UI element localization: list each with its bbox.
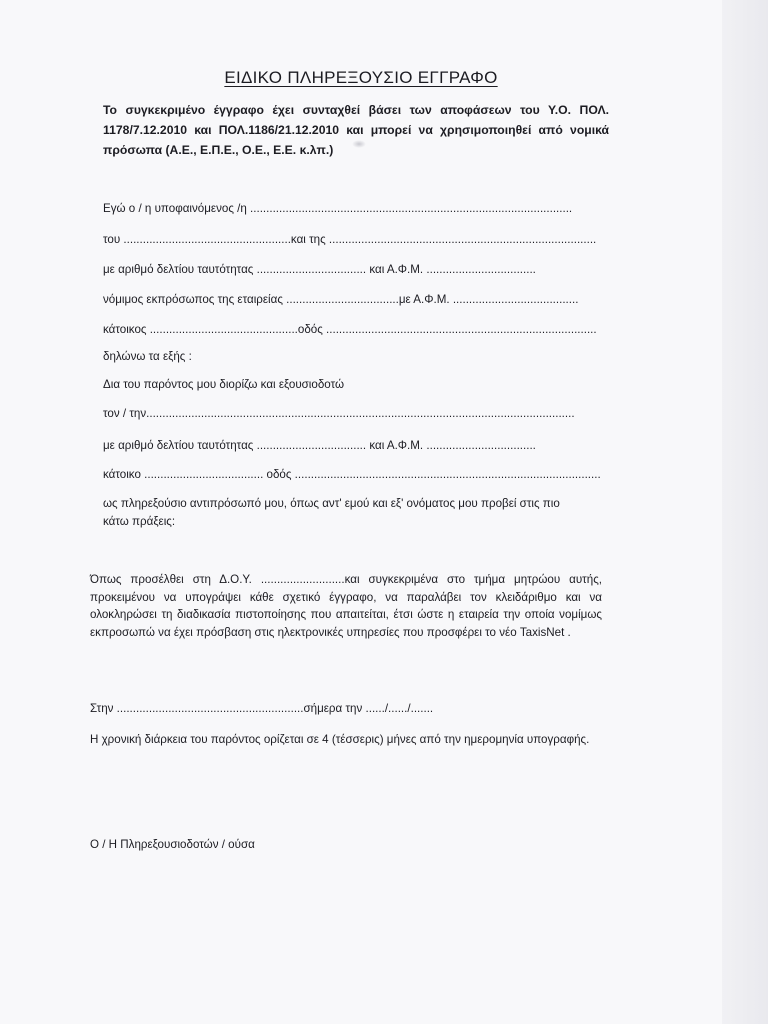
- authorization-line: ως πληρεξούσιο αντιπρόσωπό μου, όπως αντ' εμού και εξ' ονόματος μου προβεί στις πιο: [103, 497, 560, 510]
- authorization-line-cont: κάτω πράξεις:: [103, 515, 176, 528]
- signature-line: Ο / Η Πληρεξουσιοδοτών / ούσα: [90, 838, 255, 851]
- declarant-parents-line: του ....................................................και της ...................................................................................: [103, 233, 597, 246]
- place-date-line: Στην ..........................................................σήμερα την ....../....../.......: [90, 702, 434, 715]
- declarant-id-line: με αριθμό δελτίου ταυτότητας .................................. και Α.Φ.Μ. ..................................: [103, 263, 536, 276]
- action-paragraph: Όπως προσέλθει στη Δ.Ο.Υ. ..........................και συγκεκριμένα στο τμήμα μητρώου αυτής, προκειμένου να υπογράψει κάθε σχετικό έγγραφο, να παραλάβει τον κλειδάριθμο και να ολοκληρώσει τη διαδικασία πιστοποίησης που απαιτείται, έτσι ώστε η εταιρεία την οποία νομίμως εκπροσωπώ να έχει πρόσβαση στις ηλεκτρονικές υπηρεσίες που προσφέρει το νέο TaxisNet .: [90, 573, 602, 639]
- agent-name-line: τον / την.....................................................................................................................................: [103, 407, 575, 420]
- duration-paragraph: Η χρονική διάρκεια του παρόντος ορίζεται σε 4 (τέσσερις) μήνες από την ημερομηνία υπογραφής.: [90, 733, 590, 746]
- declarant-residence-line: κάτοικος ..............................................οδός ....................................................................................: [103, 323, 597, 336]
- scan-edge: [722, 0, 768, 1024]
- appointment-line: Δια του παρόντος μου διορίζω και εξουσιοδοτώ: [103, 378, 345, 391]
- declaration-line: δηλώνω τα εξής :: [103, 350, 192, 363]
- agent-id-line: με αριθμό δελτίου ταυτότητας .................................. και Α.Φ.Μ. ..................................: [103, 439, 536, 452]
- document-title: ΕΙΔΙΚΟ ΠΛΗΡΕΞΟΥΣΙΟ ΕΓΓΡΑΦΟ: [224, 68, 498, 87]
- declarant-name-line: Εγώ ο / η υποφαινόμενος /η ....................................................................................................: [103, 202, 573, 215]
- company-representative-line: νόμιμος εκπρόσωπος της εταιρείας ...................................με Α.Φ.Μ. .......................................: [103, 293, 579, 306]
- intro-paragraph: Το συγκεκριμένο έγγραφο έχει συνταχθεί βάσει των αποφάσεων του Υ.Ο. ΠΟΛ. 1178/7.12.2010 και ΠΟΛ.1186/21.12.2010 και μπορεί να χρησιμοποιηθεί από νομικά πρόσωπα (Α.Ε., Ε.Π.Ε., Ο.Ε., Ε.Ε. κ.λπ.): [103, 103, 609, 157]
- agent-residence-line: κάτοικο ..................................... οδός ...............................................................................................: [103, 468, 601, 481]
